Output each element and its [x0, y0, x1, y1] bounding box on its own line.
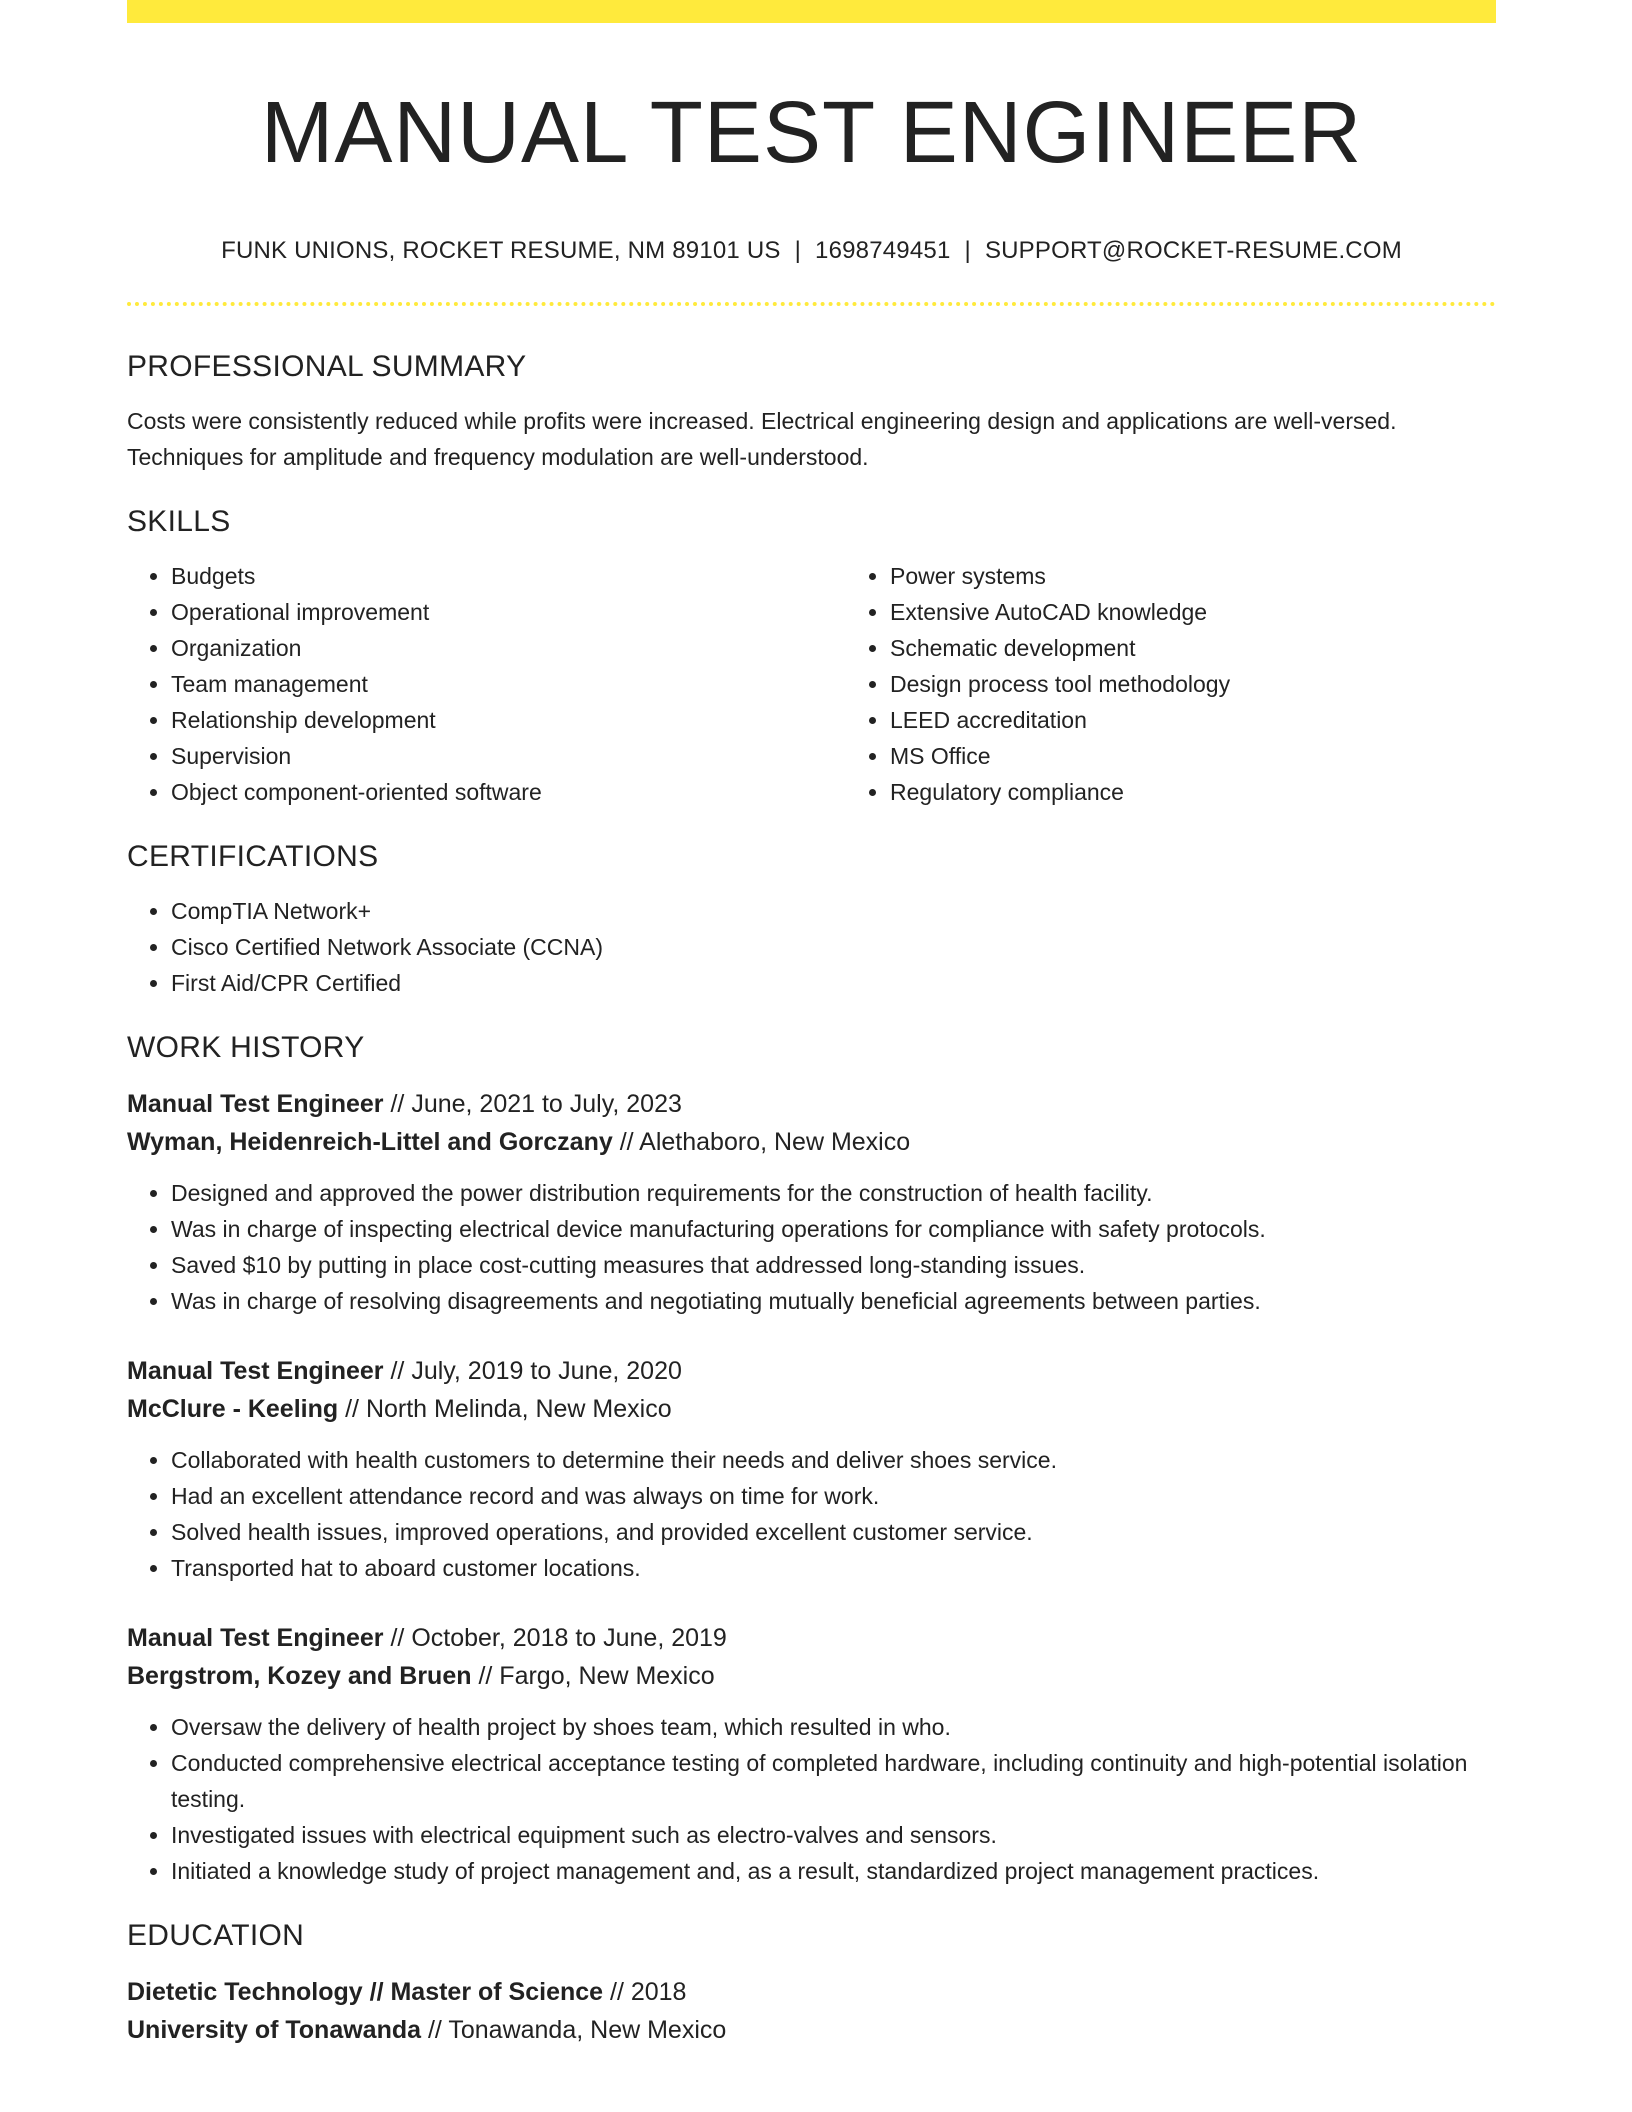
- education-school: University of Tonawanda: [127, 2015, 422, 2044]
- job-bullet: • Collaborated with health customers to determine their needs and deliver shoes service.: [171, 1442, 1496, 1478]
- job-role: Manual Test Engineer: [127, 1623, 384, 1652]
- job-entry: [127, 1352, 1496, 1586]
- job-bullet: • Conducted comprehensive electrical acceptance testing of completed hardware, including continuity and high-potential isolation testing.: [171, 1745, 1496, 1817]
- job-bullet: • Initiated a knowledge study of project management and, as a result, standardized project management practices.: [171, 1853, 1496, 1889]
- job-bullets: [127, 1175, 1496, 1319]
- skill-item: • Relationship development: [171, 702, 846, 738]
- skill-item: • LEED accreditation: [890, 702, 1565, 738]
- skills-list-left: [127, 558, 846, 810]
- work-history-heading: WORK HISTORY: [127, 1030, 365, 1064]
- skill-item: • Supervision: [171, 738, 846, 774]
- job-bullet: • Transported hat to aboard customer locations.: [171, 1550, 1496, 1586]
- certification-item: • Cisco Certified Network Associate (CCNA): [171, 929, 1496, 965]
- job-company: Bergstrom, Kozey and Bruen: [127, 1661, 472, 1690]
- job-entry: [127, 1085, 1496, 1319]
- skill-item: • Schematic development: [890, 630, 1565, 666]
- education-school-line: [127, 2011, 1496, 2049]
- contact-line: [127, 237, 1496, 265]
- skill-item: • Object component-oriented software: [171, 774, 846, 810]
- education-year: // 2018: [603, 1977, 687, 2006]
- job-bullets: [127, 1709, 1496, 1889]
- dotted-divider: [127, 302, 1496, 306]
- job-company-line: [127, 1390, 1496, 1428]
- job-bullet: • Was in charge of inspecting electrical device manufacturing operations for compliance with safety protocols.: [171, 1211, 1496, 1247]
- job-bullet: • Designed and approved the power distribution requirements for the construction of health facility.: [171, 1175, 1496, 1211]
- skill-item: • Organization: [171, 630, 846, 666]
- contact-address: FUNK UNIONS, ROCKET RESUME, NM 89101 US: [221, 236, 781, 264]
- candidate-name: MANUAL TEST ENGINEER: [260, 84, 1363, 181]
- job-title-line: [127, 1085, 1496, 1123]
- job-bullet: • Investigated issues with electrical equipment such as electro-valves and sensors.: [171, 1817, 1496, 1853]
- education-heading: EDUCATION: [127, 1918, 305, 1952]
- certification-item: • First Aid/CPR Certified: [171, 965, 1496, 1001]
- skill-item: • MS Office: [890, 738, 1565, 774]
- job-role: Manual Test Engineer: [127, 1089, 384, 1118]
- education-entry: [127, 1973, 1496, 2049]
- contact-separator: |: [794, 236, 802, 264]
- job-bullet: • Saved $10 by putting in place cost-cutting measures that addressed long-standing issues.: [171, 1247, 1496, 1283]
- summary-text: Costs were consistently reduced while profits were increased. Electrical engineering design and applications are well-versed. Techniques for amplitude and frequency modulation are well-understood.: [127, 407, 1397, 470]
- skills-heading: SKILLS: [127, 504, 231, 538]
- contact-phone[interactable]: 1698749451: [815, 236, 951, 264]
- certifications-heading: CERTIFICATIONS: [127, 839, 379, 873]
- skills-columns: [127, 558, 1496, 810]
- skills-list-right: [846, 558, 1565, 810]
- contact-separator: |: [964, 236, 971, 264]
- job-location: // North Melinda, New Mexico: [338, 1394, 672, 1423]
- skill-item: • Regulatory compliance: [890, 774, 1565, 810]
- job-bullet: • Solved health issues, improved operations, and provided excellent customer service.: [171, 1514, 1496, 1550]
- job-title-line: [127, 1352, 1496, 1390]
- skill-item: • Budgets: [171, 558, 846, 594]
- job-dates: // July, 2019 to June, 2020: [383, 1356, 682, 1385]
- job-company-line: [127, 1123, 1496, 1161]
- skill-item: • Extensive AutoCAD knowledge: [890, 594, 1565, 630]
- job-company: Wyman, Heidenreich-Littel and Gorczany: [127, 1127, 613, 1156]
- job-location: // Alethaboro, New Mexico: [612, 1127, 911, 1156]
- certifications-list: [127, 893, 1496, 1001]
- job-dates: // June, 2021 to July, 2023: [383, 1089, 682, 1118]
- job-title-line: [127, 1619, 1496, 1657]
- skill-item: • Team management: [171, 666, 846, 702]
- job-role: Manual Test Engineer: [127, 1356, 384, 1385]
- resume-page: [127, 0, 1496, 2049]
- accent-top-bar: [127, 0, 1496, 23]
- education-degree: Dietetic Technology // Master of Science: [127, 1977, 604, 2006]
- job-bullet: • Was in charge of resolving disagreements and negotiating mutually beneficial agreements between parties.: [171, 1283, 1496, 1319]
- summary-heading: PROFESSIONAL SUMMARY: [127, 349, 527, 383]
- certification-item: • CompTIA Network+: [171, 893, 1496, 929]
- education-location: // Tonawanda, New Mexico: [421, 2015, 727, 2044]
- job-bullet: • Oversaw the delivery of health project by shoes team, which resulted in who.: [171, 1709, 1496, 1745]
- job-location: // Fargo, New Mexico: [471, 1661, 715, 1690]
- education-degree-line: [127, 1973, 1496, 2011]
- job-bullet: • Had an excellent attendance record and was always on time for work.: [171, 1478, 1496, 1514]
- skill-item: • Operational improvement: [171, 594, 846, 630]
- job-bullets: [127, 1442, 1496, 1586]
- job-entry: [127, 1619, 1496, 1889]
- skill-item: • Power systems: [890, 558, 1565, 594]
- job-company-line: [127, 1657, 1496, 1695]
- job-company: McClure - Keeling: [127, 1394, 339, 1423]
- skill-item: • Design process tool methodology: [890, 666, 1565, 702]
- contact-email[interactable]: SUPPORT@ROCKET-RESUME.COM: [984, 236, 1402, 264]
- job-dates: // October, 2018 to June, 2019: [383, 1623, 727, 1652]
